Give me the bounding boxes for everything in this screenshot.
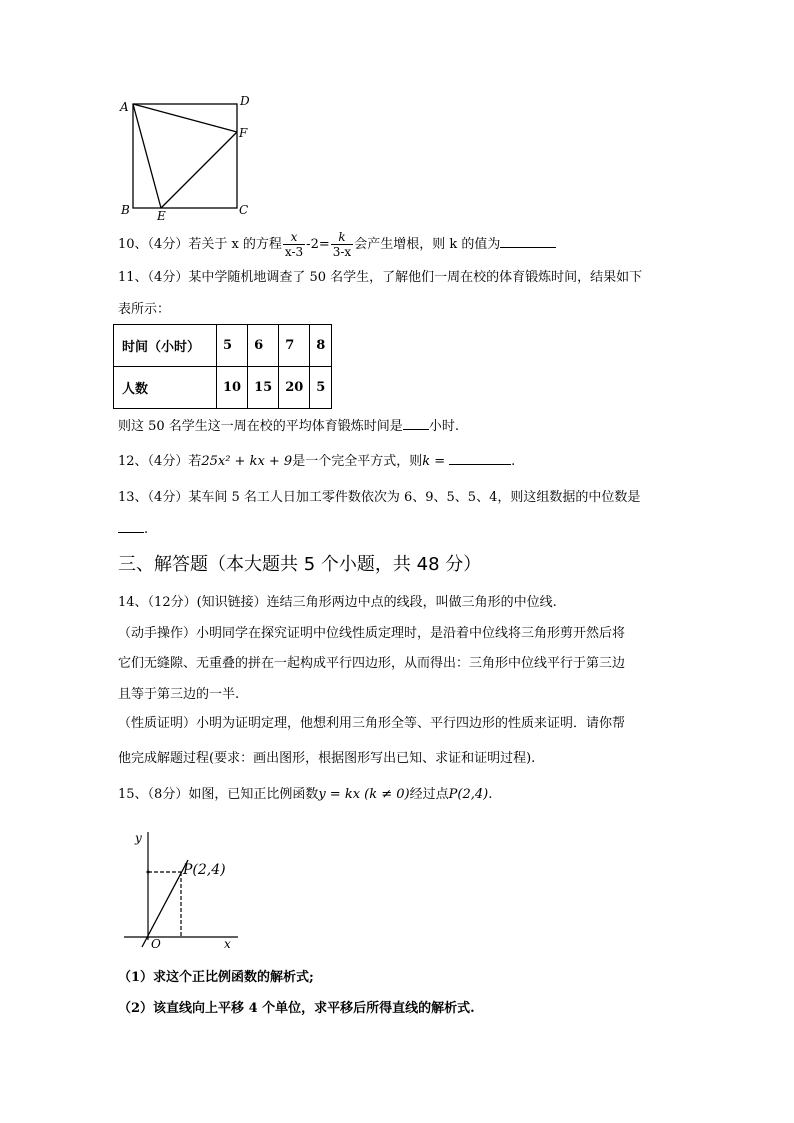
q14-line-1: 14、（12分）(知识链接）连结三角形两边中点的线段，叫做三角形的中位线. [118, 595, 557, 610]
y-tick-point [147, 871, 150, 874]
table-cell: 7 [279, 325, 310, 367]
q15-suffix: . [488, 787, 493, 802]
q15-prefix: 15、（8分）如图，已知正比例函数 [118, 787, 319, 802]
q10-suffix: 会产生增根，则 k 的值为 [354, 237, 501, 252]
q11-line-3 [118, 417, 459, 437]
coordinate-graph [120, 822, 250, 952]
table-header-count: 人数 [114, 367, 217, 409]
q11-line-1: 11、（4分）某中学随机地调查了 50 名学生，了解他们一周在校的体育锻炼时间，结果如下 [118, 270, 643, 285]
table-cell: 6 [248, 325, 279, 367]
q10-prefix: 10、（4分）若关于 x 的方程 [118, 237, 282, 252]
label-a: A [120, 100, 129, 114]
label-b: B [121, 203, 130, 217]
table-row [114, 325, 332, 367]
rectangle-figure [112, 92, 262, 222]
q15-middle: 经过点 [409, 787, 449, 802]
q13-line-1: 13、（4分）某车间 5 名工人日加工零件数依次为 6、9、5、5、4，则这组数据的中位数是 [118, 490, 641, 505]
q14-line-6: 他完成解题过程(要求：画出图形，根据图形写出已知、求证和证明过程). [118, 751, 536, 766]
point-p-label: P(2,4) [183, 862, 226, 878]
q10-frac2-den: 3-x [332, 245, 352, 259]
q10-middle: -2= [306, 237, 330, 252]
label-c: C [239, 203, 249, 217]
table-header-time: 时间（小时） [114, 325, 217, 367]
table-cell: 5 [310, 367, 332, 409]
q10-frac2-num: k [331, 230, 353, 245]
q10-fraction-2 [331, 230, 353, 259]
q12-expression: 25x² + kx + 9 [201, 454, 293, 469]
q11-line3-post: 小时. [428, 419, 459, 434]
q15-function: y = kx (k ≠ 0) [318, 787, 410, 802]
table-cell: 8 [310, 325, 332, 367]
q15-part-2: （2）该直线向上平移 4 个单位，求平移后所得直线的解析式. [118, 1001, 475, 1016]
q14-line-3: 它们无缝隙、无重叠的拼在一起构成平行四边形，从而得出：三角形中位线平行于第三边 [118, 656, 626, 671]
segment-ef [161, 132, 237, 208]
q12-suffix: . [511, 454, 516, 469]
segment-af [133, 104, 237, 132]
q10-answer-blank[interactable] [500, 235, 556, 248]
table-cell: 5 [217, 325, 248, 367]
table-cell: 15 [248, 367, 279, 409]
q12-middle: 是一个完全平方式，则 [292, 454, 423, 469]
q11-answer-blank[interactable] [403, 417, 429, 430]
q13-suffix: . [144, 522, 149, 537]
q12-answer-blank[interactable] [449, 452, 511, 465]
label-e: E [157, 209, 166, 222]
q12-prefix: 12、（4分）若 [118, 454, 202, 469]
q11-line-2: 表所示： [118, 302, 171, 317]
q14-line-5: （性质证明）小明为证明定理，他想利用三角形全等、平行四边形的性质来证明．请你帮 [118, 716, 626, 731]
origin-label: O [151, 937, 161, 951]
section-3-title: 三、解答题（本大题共 5 个小题，共 48 分） [118, 554, 482, 575]
question-10 [118, 230, 556, 259]
q10-fraction-1 [283, 230, 305, 259]
x-axis-label: x [224, 937, 231, 951]
question-12 [118, 452, 515, 472]
q11-table [113, 324, 332, 409]
q15-point: P(2,4) [448, 787, 489, 802]
y-axis-label: y [135, 831, 142, 845]
table-row [114, 367, 332, 409]
table-cell: 10 [217, 367, 248, 409]
label-d: D [240, 94, 250, 108]
q11-line3-pre: 则这 50 名学生这一周在校的平均体育锻炼时间是 [118, 419, 403, 434]
question-15 [118, 785, 492, 805]
q10-frac1-den: x-3 [284, 245, 304, 259]
segment-ae [133, 104, 161, 208]
label-f: F [239, 126, 248, 140]
q13-answer-blank[interactable] [118, 520, 144, 533]
q10-frac1-num: x [283, 230, 305, 245]
q14-line-2: （动手操作）小明同学在探究证明中位线性质定理时，是沿着中位线将三角形剪开然后将 [118, 626, 626, 641]
q15-part-1: （1）求这个正比例函数的解析式; [118, 970, 314, 985]
table-cell: 20 [279, 367, 310, 409]
q13-line-2 [118, 520, 148, 540]
q14-line-4: 且等于第三边的一半. [118, 687, 240, 702]
rectangle-abcd [133, 104, 237, 208]
q12-k-symbol: k = [422, 454, 446, 469]
